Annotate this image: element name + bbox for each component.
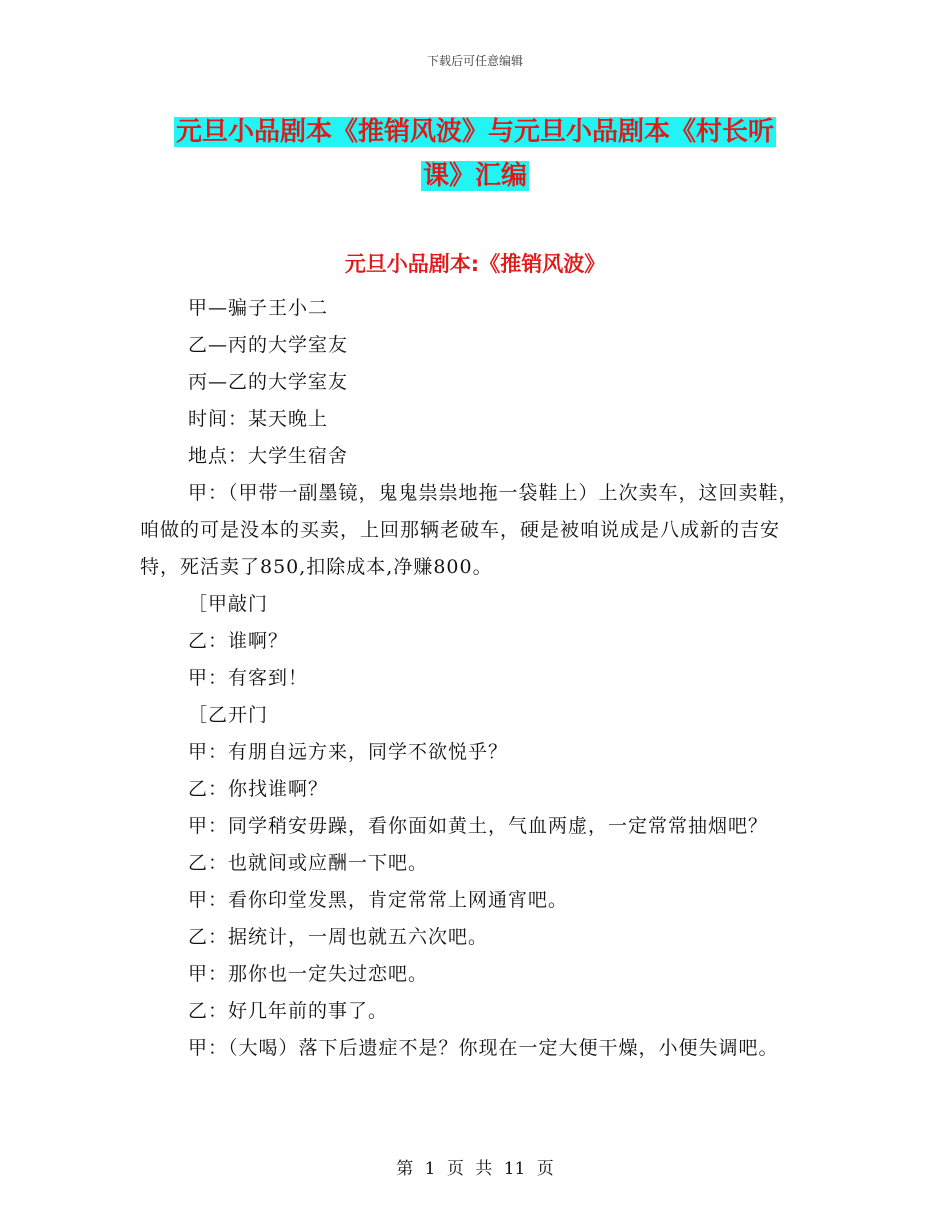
dialogue-line: 甲：有客到！ [188, 667, 309, 689]
dialogue-paragraph: 甲：（大喝）落下后遗症不是？你现在一定大便干燥，小便失调吧。 [188, 1037, 779, 1059]
cast-line: 乙—丙的大学室友 [188, 334, 349, 356]
header-note: 下载后可任意编辑 [426, 54, 523, 68]
stage-direction: ［甲敲门 [188, 593, 269, 615]
dialogue-line: 乙：据统计，一周也就五六次吧。 [188, 926, 489, 948]
page-footer: 第 1 页 共 11 页 [396, 1159, 554, 1179]
cast-line: 甲—骗子王小二 [188, 297, 329, 319]
dialogue-line: 乙：也就间或应酬一下吧。 [188, 852, 429, 874]
time-line: 时间：某天晚上 [188, 408, 329, 430]
dialogue-line: 乙：好几年前的事了。 [188, 1000, 389, 1022]
document-title-line-1: 元旦小品剧本《推销风波》与元旦小品剧本《村长听 [175, 117, 774, 147]
stage-direction: ［乙开门 [188, 704, 269, 726]
dialogue-line: 甲：看你印堂发黑，肯定常常上网通宵吧。 [188, 889, 569, 911]
place-line: 地点：大学生宿舍 [188, 445, 349, 467]
dialogue-line: 甲：同学稍安毋躁，看你面如黄土，气血两虚，一定常常抽烟吧？ [188, 815, 769, 837]
script-body [140, 290, 810, 1067]
document-title-line-2: 课》汇编 [422, 161, 527, 191]
dialogue-line: 乙：谁啊？ [188, 630, 289, 652]
section-title: 元旦小品剧本:《推销风波》 [344, 252, 606, 276]
document-title [0, 110, 950, 198]
dialogue-line: 甲：那你也一定失过恋吧。 [188, 963, 429, 985]
opening-paragraph: 甲：（甲带一副墨镜，鬼鬼祟祟地拖一袋鞋上）上次卖车，这回卖鞋，咱做的可是没本的买卖，上回那辆老破车，硬是被咱说成是八成新的吉安特，死活卖了850,扣除成本,净赚800。 [140, 482, 799, 578]
dialogue-line: 乙：你找谁啊？ [188, 778, 329, 800]
cast-line: 丙—乙的大学室友 [188, 371, 349, 393]
dialogue-line: 甲：有朋自远方来，同学不欲悦乎？ [188, 741, 509, 763]
